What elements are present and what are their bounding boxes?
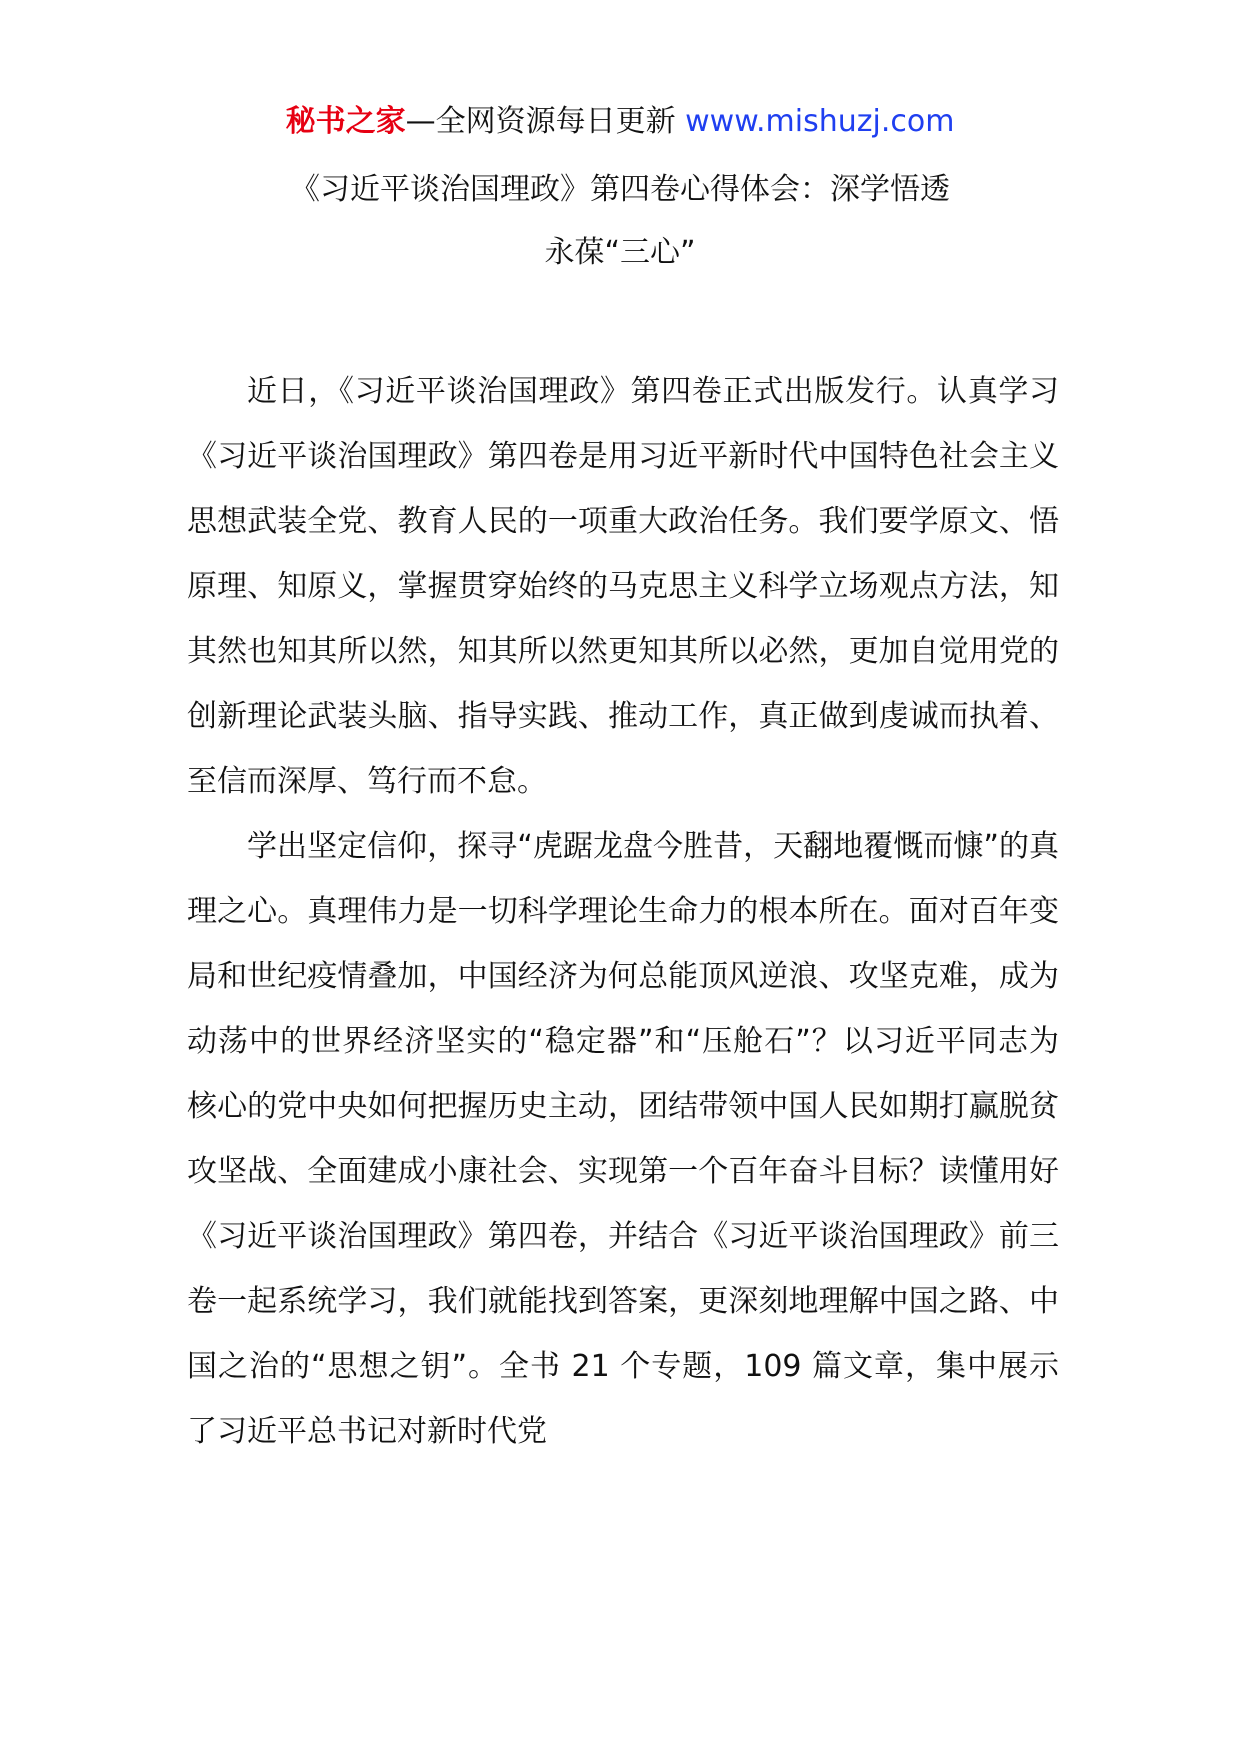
document-body xyxy=(187,359,1059,1464)
header-tagline: —全网资源每日更新 xyxy=(405,104,686,139)
body-paragraph: 学出坚定信仰，探寻“虎踞龙盘今胜昔，天翻地覆慨而慷”的真理之心。真理伟力是一切科学理论生命力的根本所在。面对百年变局和世纪疫情叠加，中国经济为何总能顶风逆浪、攻坚克难，成为动荡中的世界经济坚实的“稳定器”和“压舱石”？以习近平同志为核心的党中央如何把握历史主动，团结带领中国人民如期打赢脱贫攻坚战、全面建成小康社会、实现第一个百年奋斗目标？读懂用好《习近平谈治国理政》第四卷，并结合《习近平谈治国理政》前三卷一起系统学习，我们就能找到答案，更深刻地理解中国之路、中国之治的“思想之钥”。全书 21 个专题，109 篇文章，集中展示了习近平总书记对新时代党 xyxy=(187,829,1059,1449)
document-title-line-2: 永葆“三心” xyxy=(544,235,696,270)
document-title-line-1: 《习近平谈治国理政》第四卷心得体会：深学悟透 xyxy=(290,172,950,207)
brand-name: 秘书之家 xyxy=(285,104,406,139)
site-header xyxy=(0,100,1240,144)
body-paragraph: 近日，《习近平谈治国理政》第四卷正式出版发行。认真学习《习近平谈治国理政》第四卷是用习近平新时代中国特色社会主义思想武装全党、教育人民的一项重大政治任务。我们要学原文、悟原理、知原义，掌握贯穿始终的马克思主义科学立场观点方法，知其然也知其所以然，知其所以然更知其所以必然，更加自觉用党的创新理论武装头脑、指导实践、推动工作，真正做到虔诚而执着、至信而深厚、笃行而不怠。 xyxy=(187,374,1059,799)
site-url-link[interactable]: www.mishuzj.com xyxy=(685,104,955,139)
